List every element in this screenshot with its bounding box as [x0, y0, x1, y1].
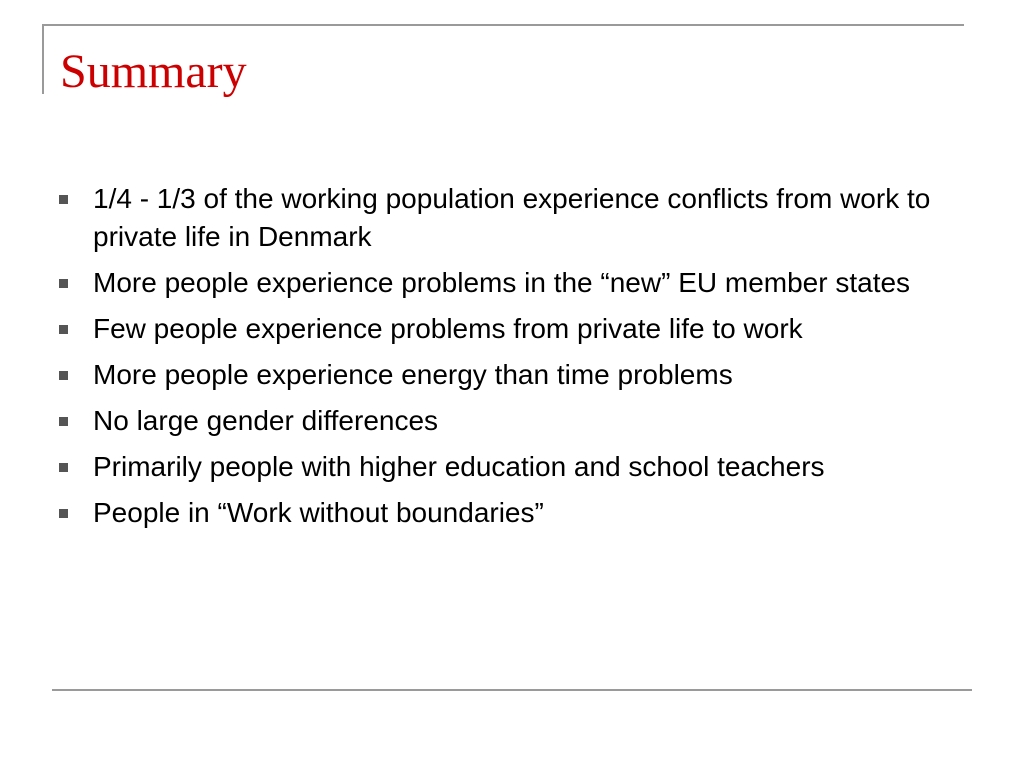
bullet-text: People in “Work without boundaries”: [93, 497, 544, 528]
bullet-text: Primarily people with higher education and school teachers: [93, 451, 825, 482]
bullet-item: [58, 356, 958, 394]
bullet-item: [58, 310, 958, 348]
bullet-text: Few people experience problems from private life to work: [93, 313, 803, 344]
square-bullet-icon: [59, 325, 68, 334]
left-rule: [42, 24, 44, 94]
bullet-item: [58, 494, 958, 532]
top-rule: [42, 24, 964, 26]
square-bullet-icon: [59, 463, 68, 472]
bullet-item: [58, 448, 958, 486]
bullet-text: More people experience energy than time problems: [93, 359, 733, 390]
bullet-text: 1/4 - 1/3 of the working population experience conflicts from work to private life in Denmark: [93, 183, 931, 252]
square-bullet-icon: [59, 279, 68, 288]
bullet-text: More people experience problems in the “new” EU member states: [93, 267, 911, 298]
square-bullet-icon: [59, 417, 68, 426]
bullet-list: [58, 180, 958, 540]
bullet-item: [58, 180, 958, 256]
bullet-text: No large gender differences: [93, 405, 439, 436]
bottom-rule: [52, 689, 972, 691]
bullet-item: [58, 264, 958, 302]
slide-title: Summary: [60, 45, 247, 98]
square-bullet-icon: [59, 195, 68, 204]
bullet-item: [58, 402, 958, 440]
square-bullet-icon: [59, 509, 68, 518]
square-bullet-icon: [59, 371, 68, 380]
